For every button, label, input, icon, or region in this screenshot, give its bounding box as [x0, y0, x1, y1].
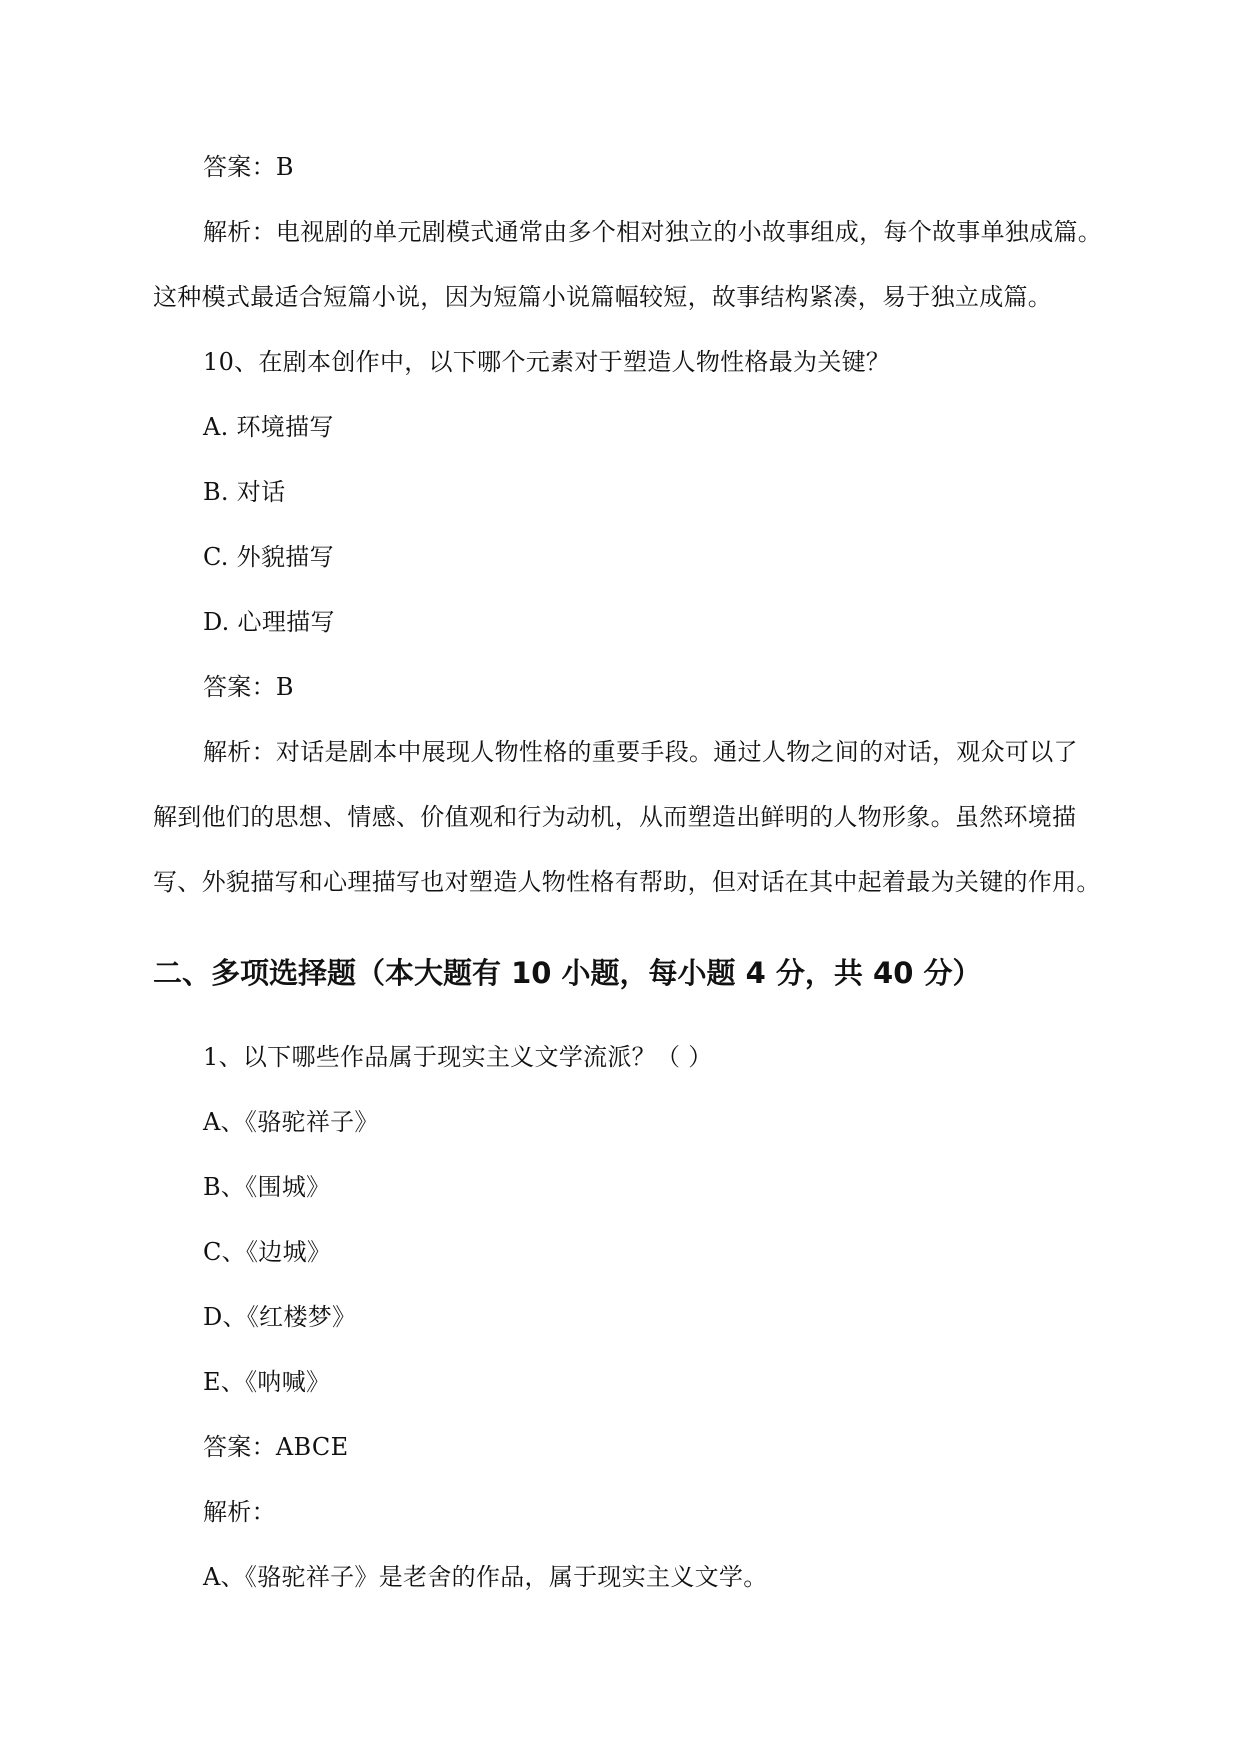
mq1-analysis-a: A、《骆驼祥子》是老舍的作品，属于现实主义文学。	[203, 1563, 768, 1591]
q10-analysis-line-3: 写、外貌描写和心理描写也对塑造人物性格有帮助，但对话在其中起着最为关键的作用。	[153, 868, 1101, 896]
q10-answer: 答案：B	[203, 673, 294, 701]
mq1-option-c: C、《边城》	[203, 1238, 332, 1266]
mq1-analysis-label: 解析：	[203, 1498, 276, 1526]
mq1-option-e: E、《呐喊》	[203, 1368, 331, 1396]
mq1-option-a: A、《骆驼祥子》	[203, 1108, 379, 1136]
mq1-answer: 答案：ABCE	[203, 1433, 349, 1461]
mq1-option-d: D、《红楼梦》	[203, 1303, 357, 1331]
q10-option-a: A. 环境描写	[203, 413, 334, 441]
q10-option-d: D. 心理描写	[203, 608, 335, 636]
mq1-option-b: B、《围城》	[203, 1173, 331, 1201]
section-heading: 二、多项选择题（本大题有 10 小题，每小题 4 分，共 40 分）	[153, 956, 982, 990]
q10-analysis-line-1: 解析：对话是剧本中展现人物性格的重要手段。通过人物之间的对话，观众可以了	[203, 738, 1078, 766]
mq1-question: 1、以下哪些作品属于现实主义文学流派？（ ）	[203, 1043, 713, 1071]
q9-analysis-line-1: 解析：电视剧的单元剧模式通常由多个相对独立的小故事组成，每个故事单独成篇。	[203, 218, 1103, 246]
q9-answer: 答案：B	[203, 153, 294, 181]
q9-analysis-line-2: 这种模式最适合短篇小说，因为短篇小说篇幅较短，故事结构紧凑，易于独立成篇。	[153, 283, 1053, 311]
q10-option-b: B. 对话	[203, 478, 286, 506]
q10-analysis-line-2: 解到他们的思想、情感、价值观和行为动机，从而塑造出鲜明的人物形象。虽然环境描	[153, 803, 1077, 831]
q10-option-c: C. 外貌描写	[203, 543, 334, 571]
q10-question: 10、在剧本创作中，以下哪个元素对于塑造人物性格最为关键？	[203, 348, 891, 376]
